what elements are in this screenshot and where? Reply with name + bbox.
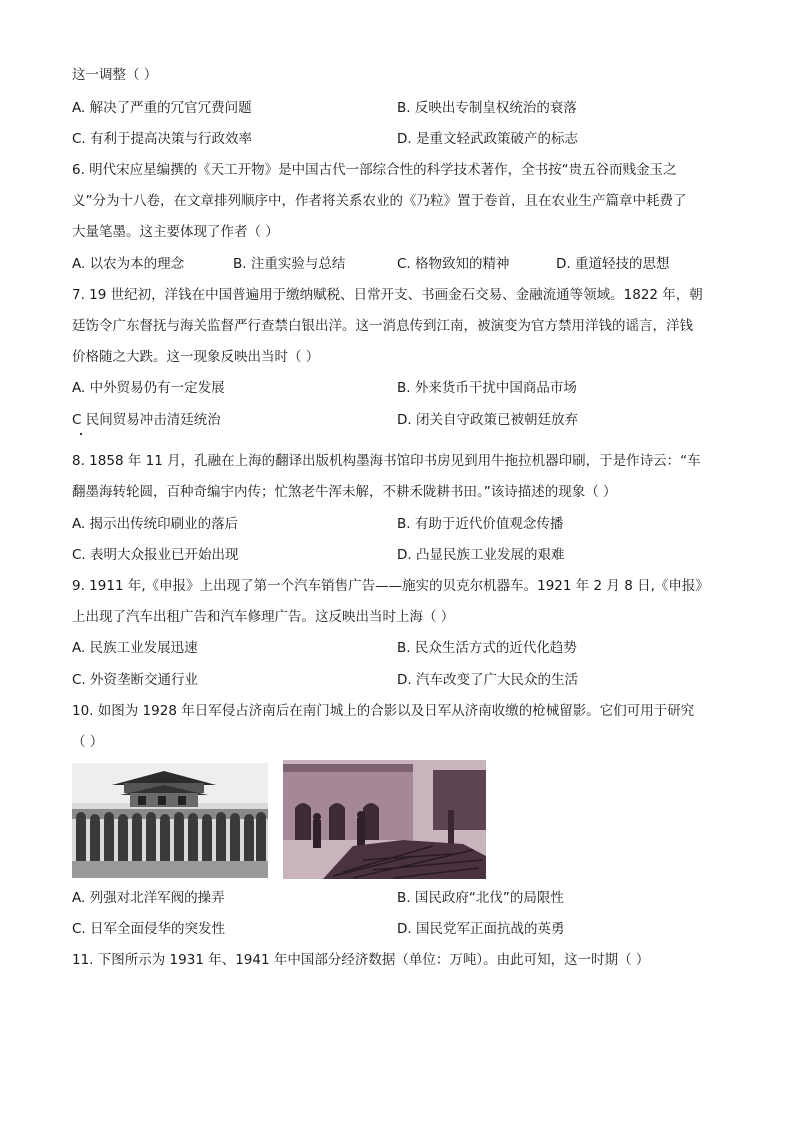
q9-option-b[interactable]: B. 民众生活方式的近代化趋势 bbox=[397, 640, 577, 656]
q10-option-a[interactable]: A. 列强对北洋军阀的操弄 bbox=[72, 890, 225, 906]
q7-option-d[interactable]: D. 闭关自守政策已被朝廷放弃 bbox=[397, 412, 578, 428]
stray-dot bbox=[80, 433, 82, 435]
q9-stem-line-2: 上出现了汽车出租广告和汽车修理广告。这反映出当时上海（ ） bbox=[72, 609, 455, 625]
q10-stem-line-2: （ ） bbox=[72, 734, 104, 750]
q6-option-d[interactable]: D. 重道轻技的思想 bbox=[556, 256, 670, 272]
q8-option-a[interactable]: A. 揭示出传统印刷业的落后 bbox=[72, 516, 239, 532]
q10-option-c[interactable]: C. 日军全面侵华的突发性 bbox=[72, 921, 226, 937]
q9-option-c[interactable]: C. 外资垄断交通行业 bbox=[72, 672, 199, 688]
q5-option-b[interactable]: B. 反映出专制皇权统治的衰落 bbox=[397, 100, 577, 116]
q6-option-c[interactable]: C. 格物致知的精神 bbox=[397, 256, 510, 272]
q7-option-b[interactable]: B. 外来货币干扰中国商品市场 bbox=[397, 380, 577, 396]
q11-stem-line-1: 11. 下图所示为 1931 年、1941 年中国部分经济数据（单位：万吨）。由此可知，这一时期（ ） bbox=[72, 952, 650, 968]
q5-stem-tail: 这一调整（ ） bbox=[72, 67, 158, 83]
q9-stem-line-1: 9. 1911 年,《申报》上出现了第一个汽车销售广告——施实的贝克尔机器车。1921 年 2 月 8 日,《申报》 bbox=[72, 578, 709, 594]
q10-stem-line-1: 10. 如图为 1928 年日军侵占济南后在南门城上的合影以及日军从济南收缴的枪械留影。它们可用于研究 bbox=[72, 703, 695, 719]
q7-stem-line-1: 7. 19 世纪初，洋钱在中国普遍用于缴纳赋税、日常开支、书画金石交易、金融流通等领域。1822 年，朝 bbox=[72, 287, 703, 303]
q10-option-d[interactable]: D. 国民党军正面抗战的英勇 bbox=[397, 921, 565, 937]
q9-option-a[interactable]: A. 民族工业发展迅速 bbox=[72, 640, 198, 656]
q6-stem-line-2: 义”分为十八卷，在文章排列顺序中，作者将关系农业的《乃粒》置于卷首，且在农业生产篇章中耗费了 bbox=[72, 193, 687, 209]
q5-option-a[interactable]: A. 解决了严重的冗官冗费问题 bbox=[72, 100, 252, 116]
q8-option-d[interactable]: D. 凸显民族工业发展的艰难 bbox=[397, 547, 565, 563]
q6-option-a[interactable]: A. 以农为本的理念 bbox=[72, 256, 185, 272]
photo-confiscated-weapons bbox=[283, 760, 486, 879]
q7-option-c[interactable]: C 民间贸易冲击清廷统治 bbox=[72, 412, 221, 428]
q6-stem-line-3: 大量笔墨。这主要体现了作者（ ） bbox=[72, 224, 279, 240]
q5-option-c[interactable]: C. 有利于提高决策与行政效率 bbox=[72, 131, 253, 147]
q6-stem-line-1: 6. 明代宋应星编撰的《天工开物》是中国古代一部综合性的科学技术著作，全书按“贵五谷而贱金玉之 bbox=[72, 162, 677, 178]
q7-option-a[interactable]: A. 中外贸易仍有一定发展 bbox=[72, 380, 225, 396]
q5-option-d[interactable]: D. 是重文轻武政策破产的标志 bbox=[397, 131, 578, 147]
q8-option-b[interactable]: B. 有助于近代价值观念传播 bbox=[397, 516, 564, 532]
q7-stem-line-2: 廷饬令广东督抚与海关监督严行查禁白银出洋。这一消息传到江南，被演变为官方禁用洋钱的谣言，洋钱 bbox=[72, 318, 693, 334]
q8-stem-line-1: 8. 1858 年 11 月，孔融在上海的翻译出版机构墨海书馆印书房见到用牛拖拉机器印刷，于是作诗云：“车 bbox=[72, 453, 701, 469]
q6-option-b[interactable]: B. 注重实验与总结 bbox=[233, 256, 346, 272]
q10-option-b[interactable]: B. 国民政府“北伐”的局限性 bbox=[397, 890, 564, 906]
q7-stem-line-3: 价格随之大跌。这一现象反映出当时（ ） bbox=[72, 349, 320, 365]
q9-option-d[interactable]: D. 汽车改变了广大民众的生活 bbox=[397, 672, 578, 688]
q8-option-c[interactable]: C. 表明大众报业已开始出现 bbox=[72, 547, 239, 563]
photo-soldiers-at-south-gate bbox=[72, 763, 268, 878]
q8-stem-line-2: 翻墨海转轮圆，百种奇编宇内传；忙煞老牛浑未解，不耕禾陇耕书田。”该诗描述的现象（ ） bbox=[72, 484, 617, 500]
